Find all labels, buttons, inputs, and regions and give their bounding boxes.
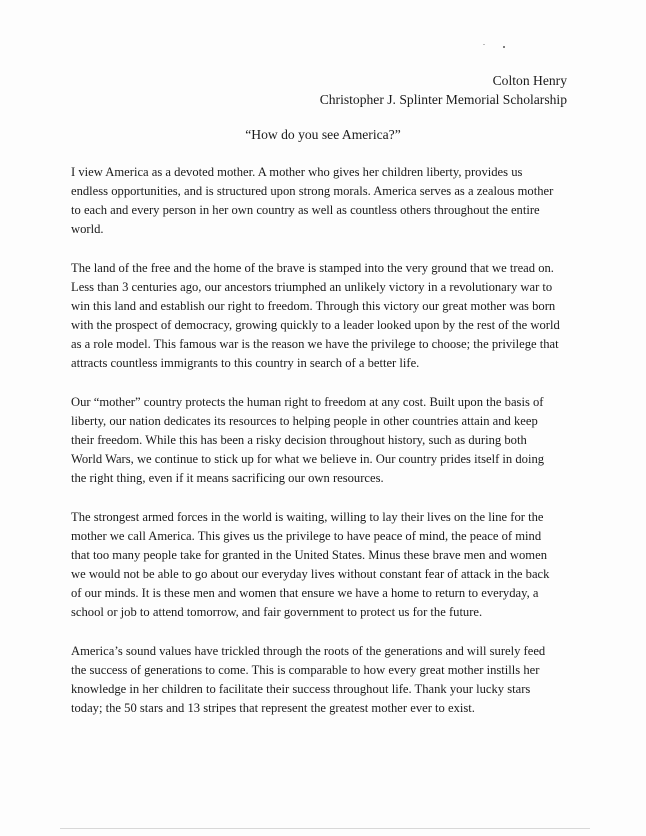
text-line: their freedom. While this has been a risky decision throughout history, such as during both [71, 433, 527, 447]
text-line: with the prospect of democracy, growing quickly to a leader looked upon by the rest of the world [71, 318, 560, 332]
paragraph-5 [71, 642, 571, 718]
text-line: Less than 3 centuries ago, our ancestors triumphed an unlikely victory in a revolutionary war to [71, 280, 553, 294]
text-line: The land of the free and the home of the brave is stamped into the very ground that we tread on. [71, 261, 554, 275]
text-line: liberty, our nation dedicates its resources to helping people in other countries attain and keep [71, 414, 538, 428]
text-line: endless opportunities, and is structured upon strong morals. America serves as a zealous mother [71, 184, 554, 198]
text-line: that too many people take for granted in the United States. Minus these brave men and women [71, 548, 547, 562]
essay-title: “How do you see America?” [245, 127, 401, 142]
text-line: the success of generations to come. This is comparable to how every great mother instills her [71, 663, 540, 677]
scan-speck [503, 46, 505, 48]
text-line: the right thing, even if it means sacrificing our own resources. [71, 471, 384, 485]
author-name: Colton Henry [492, 73, 567, 88]
essay-body [71, 163, 571, 738]
text-line: today; the 50 stars and 13 stripes that represent the greatest mother ever to exist. [71, 701, 475, 715]
text-line: world. [71, 222, 104, 236]
text-line: as a role model. This famous war is the reason we have the privilege to choose; the privilege that [71, 337, 559, 351]
text-line: The strongest armed forces in the world is waiting, willing to lay their lives on the line for the [71, 510, 544, 524]
paragraph-2 [71, 259, 571, 373]
scan-edge-line [60, 828, 590, 829]
text-line: we would not be able to go about our everyday lives without constant fear of attack in the back [71, 567, 550, 581]
paragraph-4 [71, 508, 571, 622]
text-line: win this land and establish our right to freedom. Through this victory our great mother was born [71, 299, 556, 313]
text-line: Our “mother” country protects the human right to freedom at any cost. Built upon the basis of [71, 395, 544, 409]
paragraph-3 [71, 393, 571, 488]
scan-speck [483, 44, 485, 45]
text-line: World Wars, we continue to stick up for what we believe in. Our country prides itself in doing [71, 452, 545, 466]
text-line: to each and every person in her own country as well as countless others throughout the entire [71, 203, 540, 217]
text-line: I view America as a devoted mother. A mother who gives her children liberty, provides us [71, 165, 523, 179]
text-line: school or job to attend tomorrow, and fair government to protect us for the future. [71, 605, 483, 619]
paragraph-1 [71, 163, 571, 239]
header-block [320, 71, 567, 109]
text-line: attracts countless immigrants to this country in search of a better life. [71, 356, 420, 370]
scholarship-name: Christopher J. Splinter Memorial Scholarship [319, 92, 567, 107]
text-line: of our minds. It is these men and women that ensure we have a home to return to everyday, a [71, 586, 539, 600]
text-line: mother we call America. This gives us the privilege to have peace of mind, the peace of mind [71, 529, 542, 543]
text-line: America’s sound values have trickled through the roots of the generations and will surely feed [71, 644, 546, 658]
text-line: knowledge in her children to facilitate their success throughout life. Thank your lucky stars [71, 682, 531, 696]
